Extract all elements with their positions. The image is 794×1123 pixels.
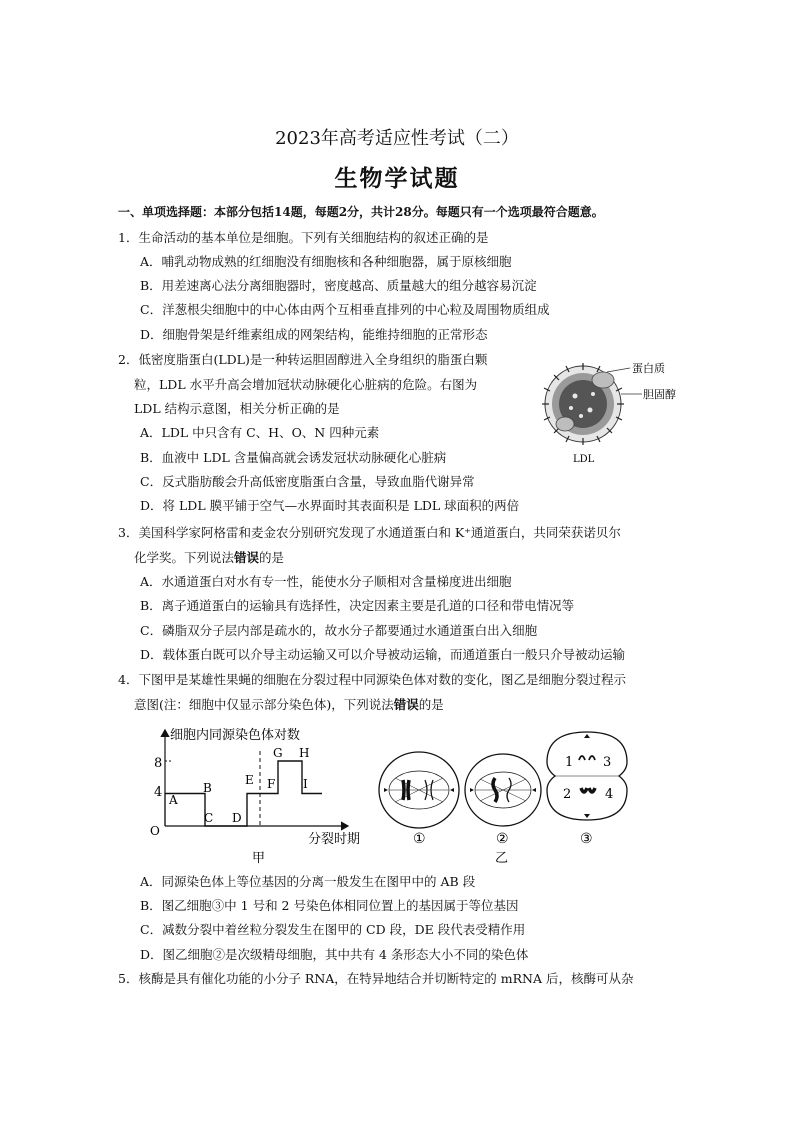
x-axis-label: 分裂时期 xyxy=(308,832,361,847)
segment-label-c: C xyxy=(204,811,214,825)
q1-option-b: B．用差速离心法分离细胞器时，密度越高、质量越大的组分越容易沉淀 xyxy=(140,278,537,293)
q2-option-a: A．LDL 中只含有 C、H、O、N 四种元素 xyxy=(140,425,380,440)
section-heading: 一、单项选择题：本部分包括14题，每题2分，共计28分。每题只有一个选项最符合题意。 xyxy=(118,205,604,219)
q3-option-b: B．离子通道蛋白的运输具有选择性，决定因素主要是孔道的口径和带电情况等 xyxy=(140,598,575,613)
cells-yi xyxy=(375,730,655,865)
q2-stem-line3: LDL 结构示意图，相关分析正确的是 xyxy=(134,401,340,416)
segment-label-i: I xyxy=(303,777,308,791)
segment-label-h: H xyxy=(299,746,310,760)
exam-title: 2023年高考适应性考试（二） xyxy=(275,128,519,149)
q1-option-d: D．细胞骨架是纤维素组成的网架结构，能维持细胞的正常形态 xyxy=(140,327,488,342)
cell-3-label: ③ xyxy=(580,831,593,847)
segment-label-b: B xyxy=(203,781,212,795)
q1-stem: 1．生命活动的基本单位是细胞。下列有关细胞结构的叙述正确的是 xyxy=(118,230,489,245)
subject-title: 生物学试题 xyxy=(334,165,460,192)
q4-stem-line2: 意图(注：细胞中仅显示部分染色体)，下列说法错误的是 xyxy=(134,697,444,712)
segment-label-d: D xyxy=(232,811,242,825)
q4-option-c: C．减数分裂中着丝粒分裂发生在图甲的 CD 段，DE 段代表受精作用 xyxy=(140,922,526,937)
protein-leader-line xyxy=(607,368,630,372)
y-tick-4: 4 xyxy=(154,785,163,800)
cell-1 xyxy=(379,752,459,828)
segment-label-e: E xyxy=(245,773,254,787)
cell3-number-3: 3 xyxy=(603,755,612,770)
y-axis-label: 细胞内同源染色体对数 xyxy=(170,728,301,743)
label-protein: 蛋白质 xyxy=(632,362,665,375)
q1-option-c: C．洋葱根尖细胞中的中心体由两个互相垂直排列的中心粒及周围物质组成 xyxy=(140,302,550,317)
q1-option-a: A．哺乳动物成熟的红细胞没有细胞核和各种细胞器，属于原核细胞 xyxy=(140,254,512,269)
segment-label-g: G xyxy=(273,746,283,760)
q2-stem-line1: 2．低密度脂蛋白(LDL)是一种转运胆固醇进入全身组织的脂蛋白颗 xyxy=(118,352,488,367)
homologous-pairs-step-line xyxy=(165,761,322,826)
q4-option-a: A．同源染色体上等位基因的分离一般发生在图甲中的 AB 段 xyxy=(140,874,476,889)
cell3-number-1: 1 xyxy=(565,755,574,770)
q5-stem-line1: 5．核酶是具有催化功能的小分子 RNA，在特异地结合并切断特定的 mRNA 后，核酶可从杂 xyxy=(118,971,634,986)
graph-jia xyxy=(140,722,380,867)
q2-option-c: C．反式脂肪酸会升高低密度脂蛋白含量，导致血脂代谢异常 xyxy=(140,474,475,489)
cell-2-label: ② xyxy=(496,831,509,847)
segment-label-f: F xyxy=(267,777,276,791)
ldl-particle xyxy=(542,363,624,445)
q4-stem-line1: 4．下图甲是某雄性果蝇的细胞在分裂过程中同源染色体对数的变化，图乙是细胞分裂过程示 xyxy=(118,672,626,687)
q3-stem-line2: 化学奖。下列说法错误的是 xyxy=(134,550,285,565)
cell-3 xyxy=(547,732,627,820)
q4-option-d: D．图乙细胞②是次级精母细胞，其中共有 4 条形态大小不同的染色体 xyxy=(140,947,529,962)
q2-stem-line2: 粒，LDL 水平升高会增加冠状动脉硬化心脏病的危险。右图为 xyxy=(134,377,478,392)
ldl-structure-figure xyxy=(535,350,695,470)
graph-jia-caption: 甲 xyxy=(252,851,266,866)
label-cholesterol: 胆固醇 xyxy=(643,388,676,401)
q2-option-d: D．将 LDL 膜平铺于空气—水界面时其表面积是 LDL 球面积的两倍 xyxy=(140,498,520,513)
graph-jia-marks xyxy=(165,746,322,826)
cell3-number-4: 4 xyxy=(605,787,614,802)
q3-option-d: D．载体蛋白既可以介导主动运输又可以介导被动运输，而通道蛋白一般只介导被动运输 xyxy=(140,647,626,662)
cell3-number-2: 2 xyxy=(563,787,572,802)
q3-option-a: A．水通道蛋白对水有专一性，能使水分子顺相对含量梯度进出细胞 xyxy=(140,574,512,589)
cell-1-label: ① xyxy=(413,831,426,847)
q2-option-b: B．血液中 LDL 含量偏高就会诱发冠状动脉硬化心脏病 xyxy=(140,450,447,465)
cells-yi-caption: 乙 xyxy=(495,851,509,865)
ldl-caption: LDL xyxy=(573,454,595,465)
y-tick-8: 8 xyxy=(154,756,163,771)
segment-label-a: A xyxy=(169,793,178,807)
q4-option-b: B．图乙细胞③中 1 号和 2 号染色体相同位置上的基因属于等位基因 xyxy=(140,898,519,913)
q3-option-c: C．磷脂双分子层内部是疏水的，故水分子都要通过水通道蛋白出入细胞 xyxy=(140,623,538,638)
q3-stem-line1: 3．美国科学家阿格雷和麦金农分别研究发现了水通道蛋白和 K⁺通道蛋白，共同荣获诺贝尔 xyxy=(118,525,621,540)
cell-2 xyxy=(465,754,541,826)
origin-label: O xyxy=(150,824,160,838)
